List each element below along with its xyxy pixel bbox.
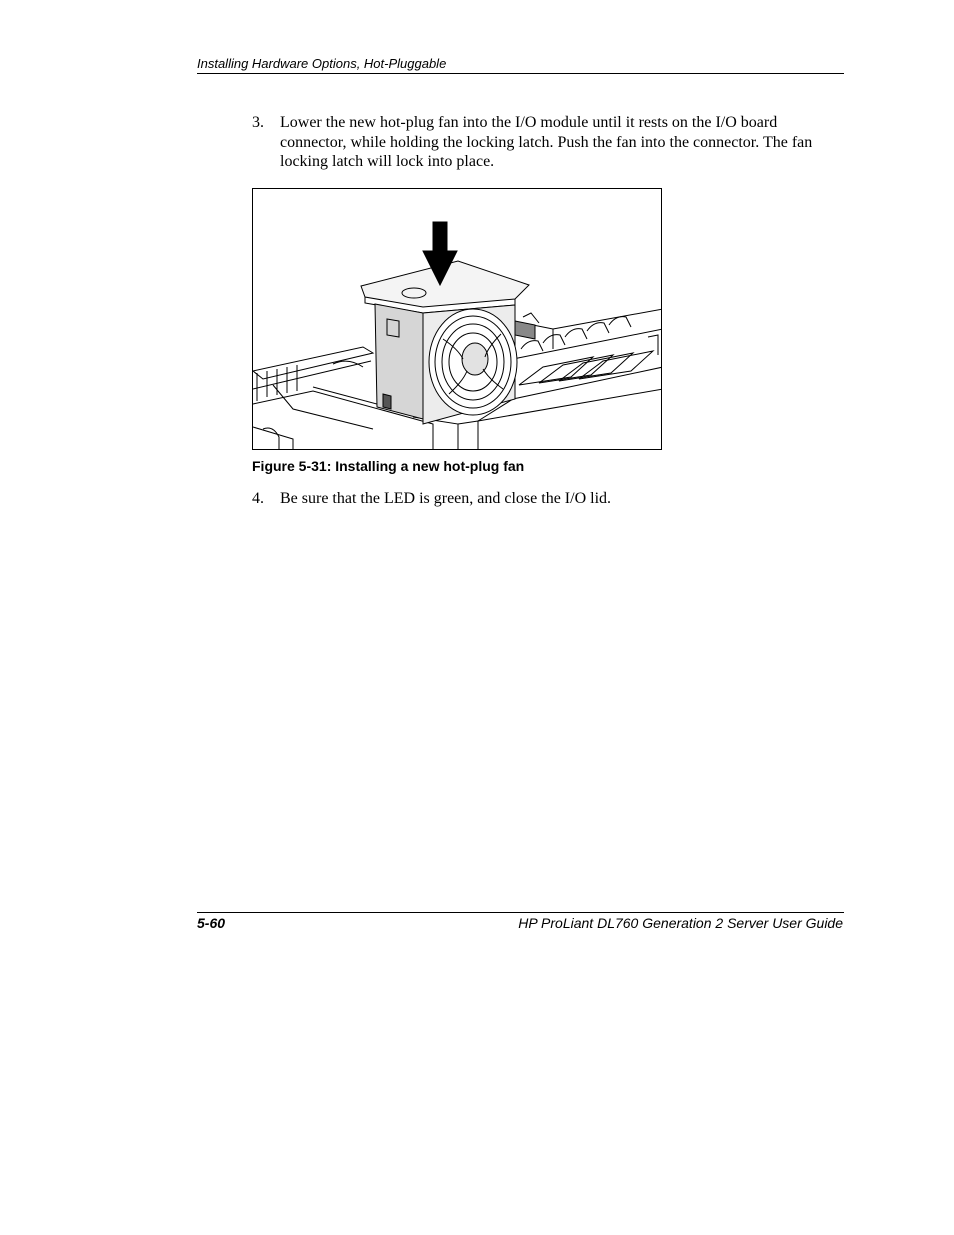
running-header: Installing Hardware Options, Hot-Pluggable: [197, 56, 447, 71]
step-number: 3.: [252, 114, 264, 131]
header-rule: [197, 73, 844, 74]
step-4: [252, 489, 844, 509]
document-title: HP ProLiant DL760 Generation 2 Server User Guide: [518, 915, 843, 931]
fan-module: [361, 261, 535, 424]
step-text: Lower the new hot-plug fan into the I/O module until it rests on the I/O board connector, while holding the locking latch. Push the fan into the connector. The fan locking latch will lock into place.: [280, 114, 813, 170]
fan-icon: [429, 309, 517, 415]
page-number: 5-60: [197, 915, 226, 931]
figure-illustration: [252, 188, 662, 450]
step-number: 4.: [252, 490, 264, 507]
step-3: [252, 113, 844, 172]
figure-caption: Figure 5-31: Installing a new hot-plug fan: [252, 458, 525, 474]
step-text: Be sure that the LED is green, and close the I/O lid.: [280, 490, 612, 507]
footer-rule: [197, 912, 844, 913]
